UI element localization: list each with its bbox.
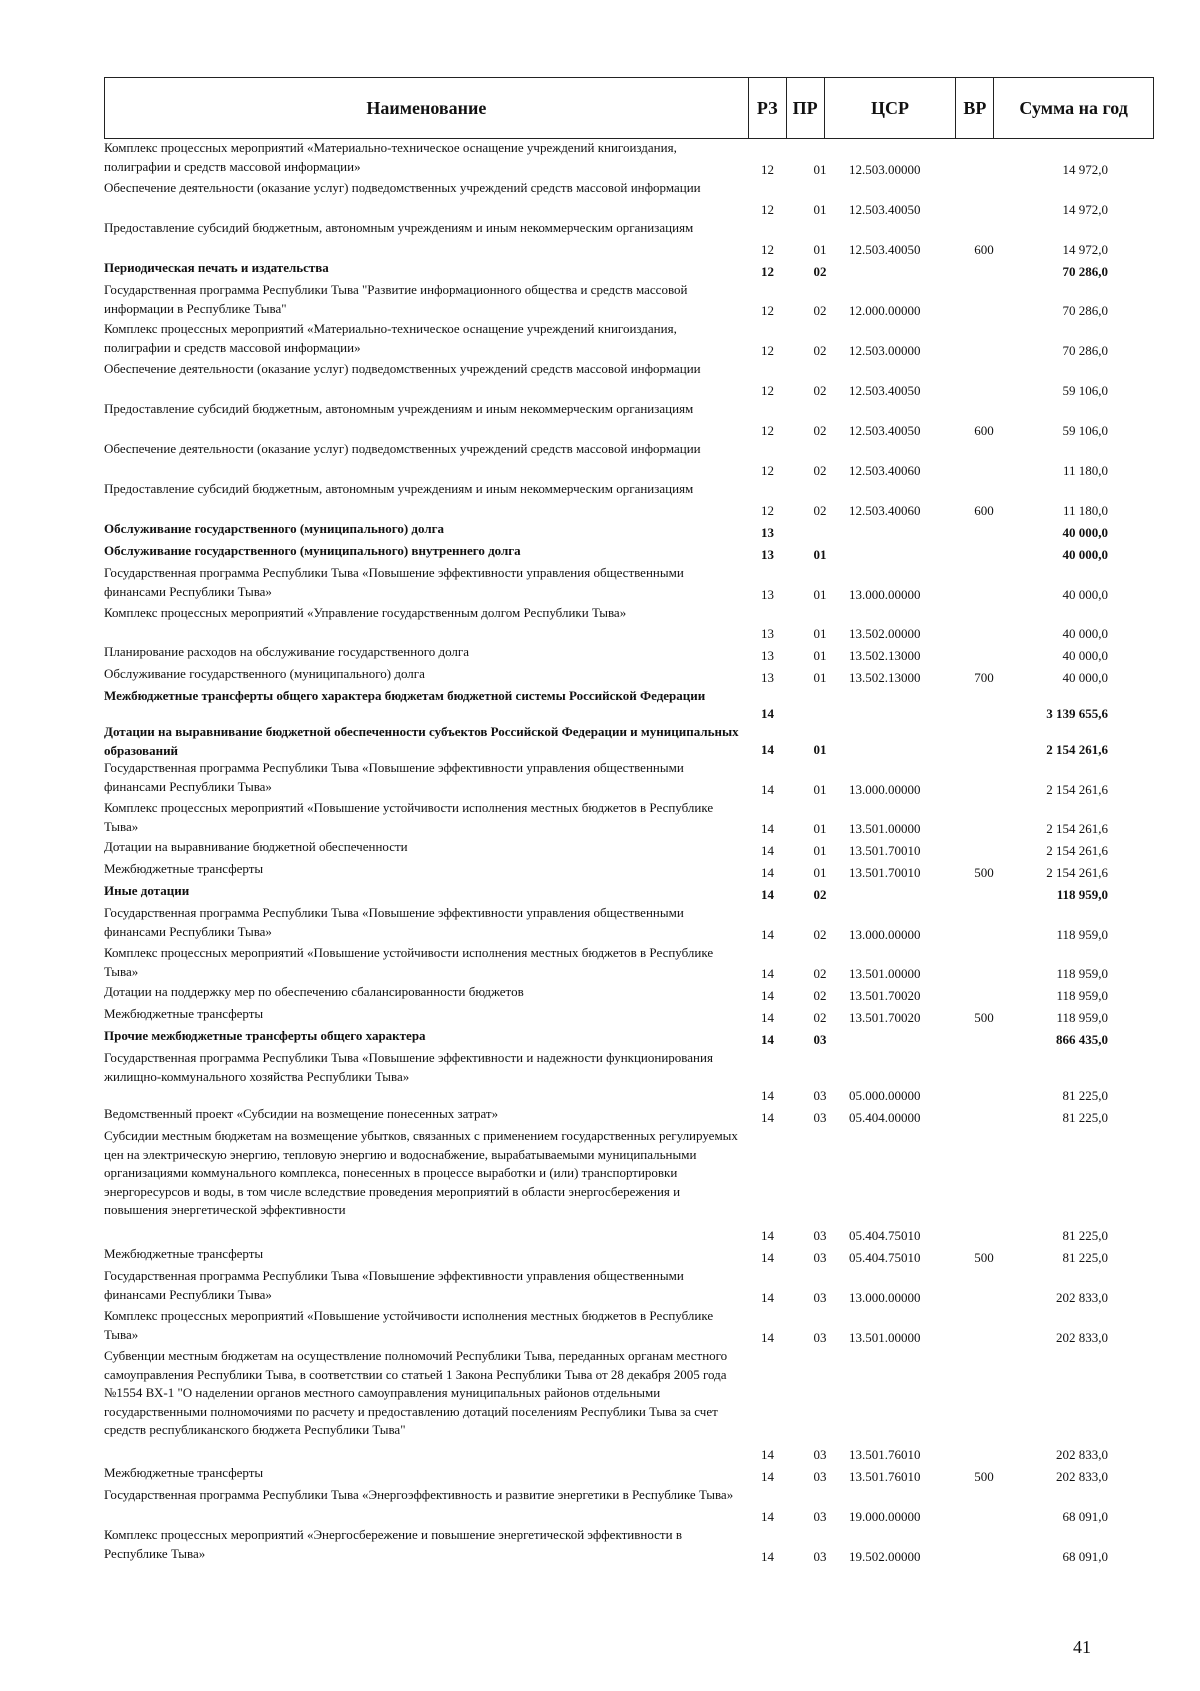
row-vr: 700 — [974, 670, 994, 685]
row-csr: 13.501.00000 — [849, 821, 921, 836]
row-csr: 12.503.40050 — [849, 383, 921, 398]
row-rz: 13 — [761, 648, 774, 663]
table-row — [104, 1245, 1154, 1267]
row-sum: 118 959,0 — [1056, 966, 1108, 981]
row-sum: 118 959,0 — [1056, 1010, 1108, 1025]
row-name: Предоставление субсидий бюджетным, автономным учреждениям и иным некоммерческим организациям — [104, 220, 694, 235]
row-rz: 14 — [761, 1509, 774, 1524]
row-name: Межбюджетные трансферты — [104, 1465, 264, 1480]
row-csr: 12.503.40050 — [849, 242, 921, 257]
row-vr: 500 — [974, 1010, 994, 1025]
row-csr: 12.503.40060 — [849, 463, 921, 478]
table-row — [104, 400, 1154, 440]
table-row — [104, 1127, 1154, 1245]
table-row — [104, 219, 1154, 259]
row-pr: 01 — [813, 821, 827, 836]
row-csr: 13.501.70010 — [849, 865, 921, 880]
row-name: Государственная программа Республики Тыва «Повышение эффективности и надежности функционирования жилищно-коммунального хозяйства Республики Тыва» — [104, 1050, 713, 1084]
row-sum: 14 972,0 — [1062, 162, 1108, 177]
row-sum: 2 154 261,6 — [1046, 782, 1108, 797]
row-rz: 14 — [761, 1447, 774, 1462]
row-sum: 118 959,0 — [1056, 887, 1108, 902]
row-vr: 600 — [974, 423, 994, 438]
row-rz: 13 — [761, 587, 774, 602]
table-header — [104, 77, 1154, 139]
row-pr: 03 — [813, 1447, 827, 1462]
row-sum: 68 091,0 — [1062, 1549, 1108, 1564]
row-vr: 600 — [974, 242, 994, 257]
row-vr: 500 — [974, 865, 994, 880]
row-name: Прочие межбюджетные трансферты общего характера — [104, 1028, 426, 1043]
row-csr: 13.502.13000 — [849, 648, 921, 663]
row-sum: 11 180,0 — [1062, 503, 1108, 518]
row-pr: 02 — [813, 463, 827, 478]
row-pr: 02 — [813, 423, 827, 438]
table-body — [104, 139, 1154, 1566]
row-name: Обеспечение деятельности (оказание услуг) подведомственных учреждений средств массовой информации — [104, 361, 701, 376]
table-row — [104, 860, 1154, 882]
row-rz: 14 — [761, 843, 774, 858]
row-sum: 81 225,0 — [1062, 1088, 1108, 1103]
row-pr: 01 — [813, 670, 827, 685]
table-row — [104, 564, 1154, 604]
row-sum: 118 959,0 — [1056, 988, 1108, 1003]
row-sum: 2 154 261,6 — [1046, 821, 1108, 836]
row-pr: 02 — [813, 966, 827, 981]
row-pr: 03 — [813, 1228, 827, 1243]
row-csr: 19.000.00000 — [849, 1509, 921, 1524]
row-name: Государственная программа Республики Тыва «Повышение эффективности управления общественными финансами Республики Тыва» — [104, 565, 684, 599]
row-sum: 81 225,0 — [1062, 1110, 1108, 1125]
row-vr: 500 — [974, 1250, 994, 1265]
row-rz: 14 — [761, 742, 774, 757]
row-sum: 118 959,0 — [1056, 927, 1108, 942]
row-rz: 14 — [761, 1290, 774, 1305]
row-csr: 19.502.00000 — [849, 1549, 921, 1564]
row-rz: 13 — [761, 547, 774, 562]
row-rz: 12 — [761, 303, 774, 318]
row-name: Комплекс процессных мероприятий «Повышение устойчивости исполнения местных бюджетов в Республике Тыва» — [104, 945, 714, 979]
row-rz: 14 — [761, 1088, 774, 1103]
row-name: Дотации на выравнивание бюджетной обеспеченности — [104, 839, 408, 854]
row-name: Обеспечение деятельности (оказание услуг) подведомственных учреждений средств массовой информации — [104, 441, 701, 456]
row-name: Дотации на поддержку мер по обеспечению сбалансированности бюджетов — [104, 984, 524, 999]
row-name: Межбюджетные трансферты — [104, 1246, 264, 1261]
table-row — [104, 665, 1154, 687]
row-csr: 05.404.00000 — [849, 1110, 921, 1125]
table-row — [104, 542, 1154, 564]
row-rz: 14 — [761, 988, 774, 1003]
row-sum: 2 154 261,6 — [1046, 742, 1108, 757]
row-pr: 01 — [813, 547, 827, 562]
row-sum: 40 000,0 — [1062, 648, 1108, 663]
row-name: Планирование расходов на обслуживание государственного долга — [104, 644, 470, 659]
row-name: Дотации на выравнивание бюджетной обеспеченности субъектов Российской Федерации и муниципальных образований — [104, 724, 739, 758]
table-row — [104, 281, 1154, 320]
row-csr: 13.501.76010 — [849, 1447, 921, 1462]
table-row — [104, 1486, 1154, 1526]
row-rz: 13 — [761, 525, 774, 540]
row-rz: 12 — [761, 202, 774, 217]
row-sum: 202 833,0 — [1056, 1330, 1108, 1345]
header-sum: Сумма на год — [1019, 97, 1128, 118]
row-csr: 12.503.00000 — [849, 162, 921, 177]
row-pr: 02 — [813, 303, 827, 318]
row-csr: 13.501.00000 — [849, 966, 921, 981]
page-number: 41 — [1073, 1637, 1091, 1657]
row-rz: 12 — [761, 264, 774, 279]
row-csr: 13.501.70020 — [849, 988, 921, 1003]
row-rz: 14 — [761, 1330, 774, 1345]
row-sum: 3 139 655,6 — [1046, 706, 1108, 721]
table-row — [104, 320, 1154, 360]
row-rz: 14 — [761, 782, 774, 797]
table-row — [104, 604, 1154, 643]
row-csr: 12.503.00000 — [849, 343, 921, 358]
row-sum: 2 154 261,6 — [1046, 865, 1108, 880]
row-sum: 70 286,0 — [1062, 343, 1108, 358]
row-rz: 13 — [761, 626, 774, 641]
table-row — [104, 799, 1154, 838]
row-pr: 03 — [813, 1330, 827, 1345]
table-row — [104, 904, 1154, 944]
row-sum: 40 000,0 — [1062, 547, 1108, 562]
row-rz: 14 — [761, 865, 774, 880]
row-sum: 59 106,0 — [1062, 383, 1108, 398]
table-row — [104, 1307, 1154, 1347]
row-csr: 12.503.40050 — [849, 202, 921, 217]
row-sum: 81 225,0 — [1062, 1250, 1108, 1265]
row-name: Субсидии местным бюджетам на возмещение убытков, связанных с применением государственных регулируемых цен на электрическую энергию, тепловую энергию и водоснабжение, вырабатываемыми муниципальными организациями коммунального комплекса, понесенных в процессе выработки и (или) транспортировки энергоресурсов и воды, в том числе вследствие проведения мероприятий в области энергосбережения и повышения энергетической эффективности — [104, 1128, 738, 1217]
row-name: Межбюджетные трансферты — [104, 861, 264, 876]
row-name: Иные дотации — [104, 883, 190, 898]
table-row — [104, 723, 1154, 759]
row-name: Государственная программа Республики Тыва "Развитие информационного общества и средств массовой информации в Республике Тыва" — [104, 282, 688, 316]
row-pr: 01 — [813, 782, 827, 797]
table-row — [104, 360, 1154, 400]
row-pr: 01 — [813, 648, 827, 663]
row-rz: 12 — [761, 503, 774, 518]
row-name: Комплекс процессных мероприятий «Энергосбережение и повышение энергетической эффективности в Республике Тыва» — [104, 1527, 682, 1561]
table-row — [104, 1049, 1154, 1105]
row-rz: 14 — [761, 1549, 774, 1564]
row-rz: 14 — [761, 1110, 774, 1125]
table-row — [104, 1267, 1154, 1307]
row-name: Государственная программа Республики Тыва «Повышение эффективности управления общественными финансами Республики Тыва» — [104, 1268, 684, 1302]
row-pr: 03 — [813, 1088, 827, 1103]
row-sum: 14 972,0 — [1062, 202, 1108, 217]
table-row — [104, 440, 1154, 480]
row-name: Периодическая печать и издательства — [104, 260, 329, 275]
row-rz: 14 — [761, 706, 774, 721]
row-pr: 03 — [813, 1290, 827, 1305]
row-csr: 13.502.13000 — [849, 670, 921, 685]
row-sum: 68 091,0 — [1062, 1509, 1108, 1524]
row-pr: 02 — [813, 264, 827, 279]
row-name: Комплекс процессных мероприятий «Материально-техническое оснащение учреждений книгоиздания, полиграфии и средств массовой информации» — [104, 140, 677, 174]
row-name: Государственная программа Республики Тыва «Повышение эффективности управления общественными финансами Республики Тыва» — [104, 760, 684, 794]
row-name: Государственная программа Республики Тыва «Энергоэффективность и развитие энергетики в Республике Тыва» — [104, 1487, 734, 1502]
row-rz: 12 — [761, 343, 774, 358]
row-sum: 40 000,0 — [1062, 670, 1108, 685]
row-rz: 14 — [761, 1010, 774, 1025]
row-rz: 14 — [761, 966, 774, 981]
row-rz: 14 — [761, 1250, 774, 1265]
row-rz: 12 — [761, 242, 774, 257]
row-csr: 13.501.70010 — [849, 843, 921, 858]
table-row — [104, 1005, 1154, 1027]
row-sum: 40 000,0 — [1062, 587, 1108, 602]
row-rz: 14 — [761, 927, 774, 942]
row-pr: 03 — [813, 1250, 827, 1265]
row-rz: 12 — [761, 463, 774, 478]
row-csr: 13.000.00000 — [849, 587, 921, 602]
row-sum: 202 833,0 — [1056, 1290, 1108, 1305]
row-rz: 12 — [761, 423, 774, 438]
row-csr: 13.501.76010 — [849, 1469, 921, 1484]
header-name: Наименование — [105, 78, 749, 138]
row-sum: 2 154 261,6 — [1046, 843, 1108, 858]
row-name: Комплекс процессных мероприятий «Материально-техническое оснащение учреждений книгоиздания, полиграфии и средств массовой информации» — [104, 321, 677, 355]
row-pr: 01 — [813, 742, 827, 757]
row-pr: 03 — [813, 1549, 827, 1564]
table-row — [104, 1347, 1154, 1464]
row-csr: 12.503.40050 — [849, 423, 921, 438]
row-pr: 02 — [813, 927, 827, 942]
row-pr: 03 — [813, 1509, 827, 1524]
row-csr: 05.000.00000 — [849, 1088, 921, 1103]
row-pr: 01 — [813, 587, 827, 602]
header-rz: РЗ — [749, 78, 787, 138]
row-sum: 81 225,0 — [1062, 1228, 1108, 1243]
row-sum: 866 435,0 — [1056, 1032, 1108, 1047]
row-pr: 01 — [813, 626, 827, 641]
row-csr: 13.501.70020 — [849, 1010, 921, 1025]
table-row — [104, 139, 1154, 179]
row-name: Обслуживание государственного (муниципального) внутреннего долга — [104, 543, 521, 558]
row-rz: 14 — [761, 1469, 774, 1484]
row-pr: 02 — [813, 887, 827, 902]
table-row — [104, 1105, 1154, 1127]
header-vr: ВР — [956, 78, 994, 138]
row-vr: 500 — [974, 1469, 994, 1484]
row-pr: 03 — [813, 1469, 827, 1484]
row-name: Межбюджетные трансферты общего характера бюджетам бюджетной системы Российской Федерации — [104, 688, 706, 703]
row-pr: 01 — [813, 865, 827, 880]
row-csr: 13.502.00000 — [849, 626, 921, 641]
row-rz: 12 — [761, 383, 774, 398]
row-rz: 14 — [761, 887, 774, 902]
row-pr: 02 — [813, 503, 827, 518]
table-row — [104, 944, 1154, 983]
row-csr: 13.501.00000 — [849, 1330, 921, 1345]
table-row — [104, 480, 1154, 520]
row-pr: 02 — [813, 988, 827, 1003]
row-csr: 13.000.00000 — [849, 782, 921, 797]
row-name: Субвенции местным бюджетам на осуществление полномочий Республики Тыва, переданных органам местного самоуправления Республики Тыва, в соответствии со статьей 1 Закона Республики Тыва от 28 декабря 2005 года №1554 ВХ-1 "О наделении органов местного самоуправления муниципальных районов отдельными государственными полномочиями по расчету и предоставлению дотаций поселениям Республики Тыва за счет средств республиканского бюджета Республики Тыва" — [104, 1348, 728, 1437]
row-name: Государственная программа Республики Тыва «Повышение эффективности управления общественными финансами Республики Тыва» — [104, 905, 684, 939]
row-name: Комплекс процессных мероприятий «Повышение устойчивости исполнения местных бюджетов в Республике Тыва» — [104, 800, 714, 834]
table-row — [104, 983, 1154, 1005]
header-pr: ПР — [787, 78, 825, 138]
row-rz: 14 — [761, 821, 774, 836]
table-row — [104, 1464, 1154, 1486]
row-name: Предоставление субсидий бюджетным, автономным учреждениям и иным некоммерческим организациям — [104, 481, 694, 496]
row-rz: 14 — [761, 1228, 774, 1243]
row-sum: 70 286,0 — [1062, 264, 1108, 279]
row-name: Ведомственный проект «Субсидии на возмещение понесенных затрат» — [104, 1106, 499, 1121]
table-row — [104, 1027, 1154, 1049]
row-pr: 03 — [813, 1110, 827, 1125]
row-sum: 14 972,0 — [1062, 242, 1108, 257]
row-sum: 40 000,0 — [1062, 626, 1108, 641]
table-row — [104, 643, 1154, 665]
row-sum: 202 833,0 — [1056, 1447, 1108, 1462]
table-row — [104, 687, 1154, 723]
row-pr: 01 — [813, 202, 827, 217]
row-csr: 13.000.00000 — [849, 1290, 921, 1305]
row-name: Комплекс процессных мероприятий «Повышение устойчивости исполнения местных бюджетов в Республике Тыва» — [104, 1308, 714, 1342]
row-sum: 70 286,0 — [1062, 303, 1108, 318]
table-row — [104, 759, 1154, 799]
row-csr: 12.000.00000 — [849, 303, 921, 318]
row-sum: 59 106,0 — [1062, 423, 1108, 438]
table-row — [104, 520, 1154, 542]
row-rz: 13 — [761, 670, 774, 685]
row-pr: 01 — [813, 843, 827, 858]
row-pr: 01 — [813, 162, 827, 177]
table-row — [104, 179, 1154, 219]
table-row — [104, 1526, 1154, 1566]
row-csr: 12.503.40060 — [849, 503, 921, 518]
row-rz: 14 — [761, 1032, 774, 1047]
row-pr: 02 — [813, 343, 827, 358]
row-name: Обеспечение деятельности (оказание услуг) подведомственных учреждений средств массовой информации — [104, 180, 701, 195]
row-name: Комплекс процессных мероприятий «Управление государственным долгом Республики Тыва» — [104, 605, 627, 620]
row-name: Межбюджетные трансферты — [104, 1006, 264, 1021]
row-csr: 05.404.75010 — [849, 1228, 921, 1243]
row-csr: 13.000.00000 — [849, 927, 921, 942]
row-pr: 01 — [813, 242, 827, 257]
row-vr: 600 — [974, 503, 994, 518]
row-sum: 11 180,0 — [1062, 463, 1108, 478]
row-pr: 03 — [813, 1032, 827, 1047]
row-name: Предоставление субсидий бюджетным, автономным учреждениям и иным некоммерческим организациям — [104, 401, 694, 416]
row-pr: 02 — [813, 383, 827, 398]
table-row — [104, 838, 1154, 860]
table-row — [104, 882, 1154, 904]
row-rz: 12 — [761, 162, 774, 177]
row-sum: 40 000,0 — [1062, 525, 1108, 540]
row-pr: 02 — [813, 1010, 827, 1025]
row-name: Обслуживание государственного (муниципального) долга — [104, 521, 445, 536]
table-row — [104, 259, 1154, 281]
row-name: Обслуживание государственного (муниципального) долга — [104, 666, 425, 681]
row-csr: 05.404.75010 — [849, 1250, 921, 1265]
header-csr: ЦСР — [825, 78, 957, 138]
row-sum: 202 833,0 — [1056, 1469, 1108, 1484]
